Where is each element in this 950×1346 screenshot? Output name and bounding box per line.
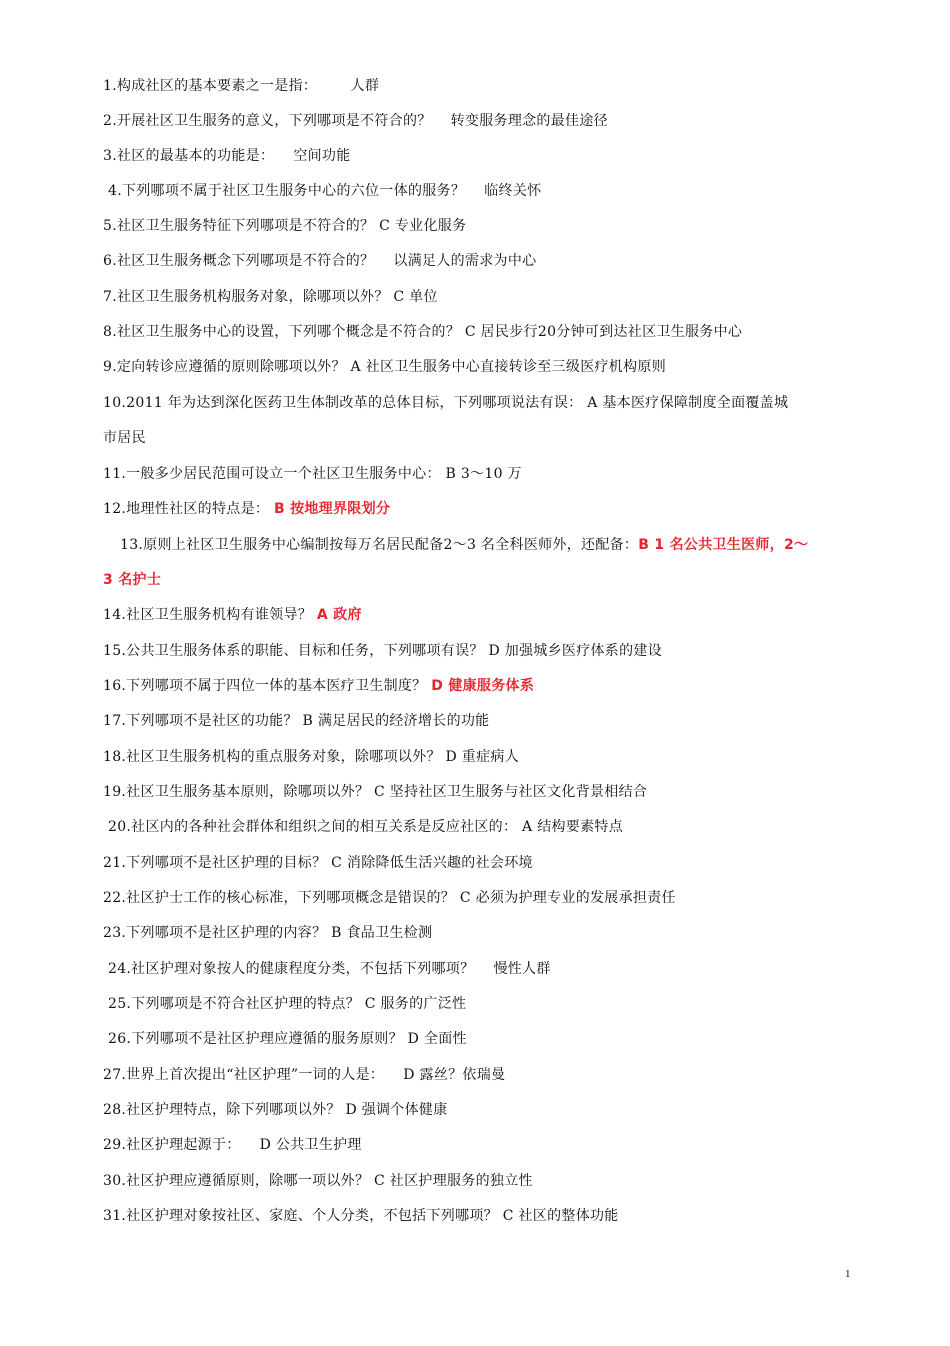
page-number: 1 [845, 1268, 851, 1280]
question-2: 2.开展社区卫生服务的意义，下列哪项是不符合的？ 转变服务理念的最佳途径 [103, 113, 608, 129]
question-24: 24.社区护理对象按人的健康程度分类，不包括下列哪项？ 慢性人群 [108, 961, 551, 977]
highlighted-answer: 3 名护士 [103, 572, 162, 588]
question-19: 19.社区卫生服务基本原则，除哪项以外？ C 坚持社区卫生服务与社区文化背景相结合 [103, 784, 648, 800]
question-12: 12.地理性社区的特点是： B 按地理界限划分 [103, 501, 391, 517]
question-4: 4.下列哪项不属于社区卫生服务中心的六位一体的服务？ 临终关怀 [108, 183, 542, 199]
question-10-continued: 市居民 [103, 430, 146, 446]
question-23: 23.下列哪项不是社区护理的内容？ B 食品卫生检测 [103, 925, 433, 941]
question-25: 25.下列哪项是不符合社区护理的特点？ C 服务的广泛性 [108, 996, 467, 1012]
question-27: 27.世界上首次提出“社区护理”一词的人是： D 露丝？依瑞曼 [103, 1067, 506, 1083]
question-1: 1.构成社区的基本要素之一是指： 人群 [103, 78, 380, 94]
question-9: 9.定向转诊应遵循的原则除哪项以外？ A 社区卫生服务中心直接转诊至三级医疗机构原则 [103, 359, 666, 375]
question-30: 30.社区护理应遵循原则，除哪一项以外？ C 社区护理服务的独立性 [103, 1173, 533, 1189]
question-3: 3.社区的最基本的功能是： 空间功能 [103, 148, 351, 164]
question-8: 8.社区卫生服务中心的设置，下列哪个概念是不符合的？ C 居民步行20分钟可到达社区卫生服务中心 [103, 324, 743, 340]
question-14: 14.社区卫生服务机构有谁领导？ A 政府 [103, 607, 362, 623]
question-11: 11.一般多少居民范围可设立一个社区卫生服务中心： B 3～10 万 [103, 466, 522, 482]
question-10: 10.2011 年为达到深化医药卫生体制改革的总体目标，下列哪项说法有误： A 基本医疗保障制度全面覆盖城 [103, 395, 789, 411]
highlighted-answer: B 1 名公共卫生医师，2～ [638, 537, 809, 553]
question-28: 28.社区护理特点，除下列哪项以外？ D 强调个体健康 [103, 1102, 448, 1118]
question-6: 6.社区卫生服务概念下列哪项是不符合的？ 以满足人的需求为中心 [103, 253, 537, 269]
question-7: 7.社区卫生服务机构服务对象，除哪项以外？ C 单位 [103, 289, 438, 305]
question-15: 15.公共卫生服务体系的职能、目标和任务，下列哪项有误？ D 加强城乡医疗体系的建设 [103, 643, 663, 659]
question-22: 22.社区护士工作的核心标准，下列哪项概念是错误的？ C 必须为护理专业的发展承担责任 [103, 890, 676, 906]
question-31: 31.社区护理对象按社区、家庭、个人分类，不包括下列哪项？ C 社区的整体功能 [103, 1208, 619, 1224]
question-5: 5.社区卫生服务特征下列哪项是不符合的？ C 专业化服务 [103, 218, 467, 234]
question-29: 29.社区护理起源于： D 公共卫生护理 [103, 1137, 362, 1153]
question-26: 26.下列哪项不是社区护理应遵循的服务原则？ D 全面性 [108, 1031, 467, 1047]
highlighted-answer: B 按地理界限划分 [273, 501, 391, 517]
question-17: 17.下列哪项不是社区的功能？ B 满足居民的经济增长的功能 [103, 713, 490, 729]
highlighted-answer: A 政府 [316, 607, 362, 623]
question-13-continued [103, 570, 161, 590]
highlighted-answer: D 健康服务体系 [431, 678, 535, 694]
question-21: 21.下列哪项不是社区护理的目标？ C 消除降低生活兴趣的社会环境 [103, 855, 533, 871]
question-16: 16.下列哪项不属于四位一体的基本医疗卫生制度？ D 健康服务体系 [103, 678, 535, 694]
question-13: 13.原则上社区卫生服务中心编制按每万名居民配备2～3 名全科医师外，还配备：B 1 名公共卫生医师，2～ [120, 537, 809, 553]
question-20: 20.社区内的各种社会群体和组织之间的相互关系是反应社区的： A 结构要素特点 [108, 819, 623, 835]
question-18: 18.社区卫生服务机构的重点服务对象，除哪项以外？ D 重症病人 [103, 749, 520, 765]
